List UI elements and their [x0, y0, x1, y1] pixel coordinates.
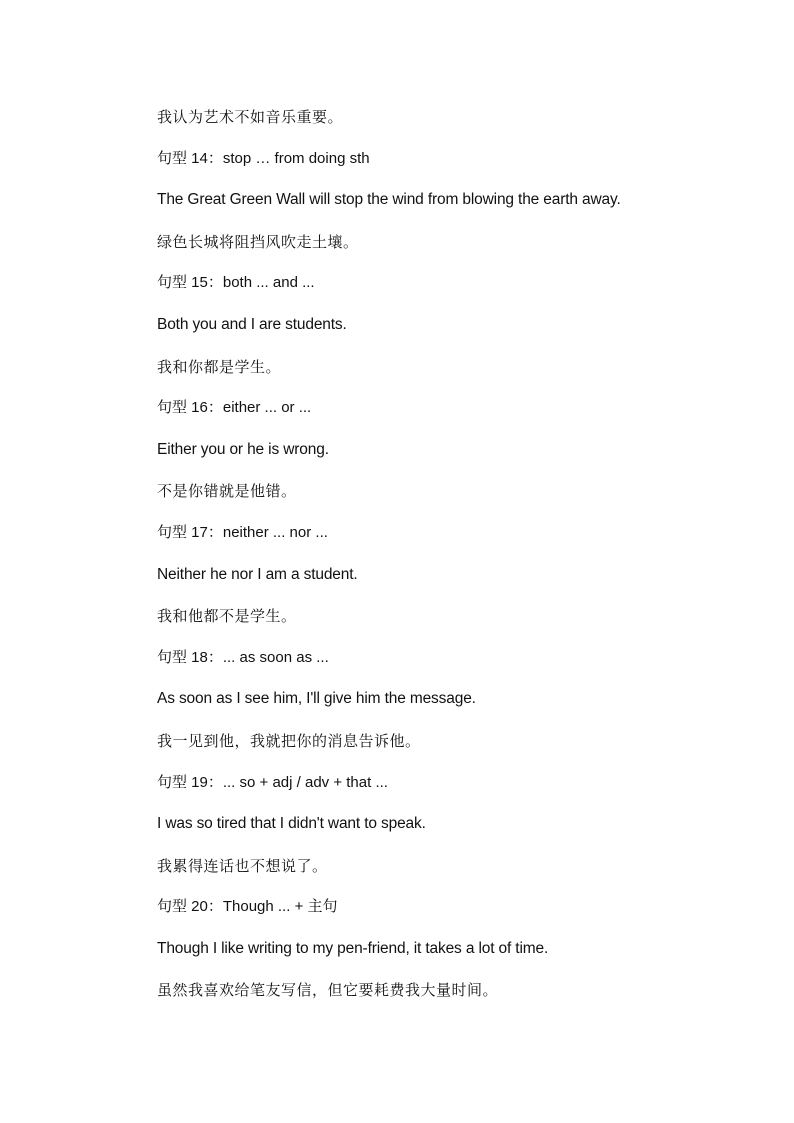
sentence-pattern-14: 句型 14：stop … from doing sth	[157, 149, 370, 167]
translation-line: 我和你都是学生。	[157, 357, 282, 376]
translation-line: 我一见到他，我就把你的消息告诉他。	[157, 731, 421, 750]
translation-line: 我累得连话也不想说了。	[157, 856, 328, 875]
translation-line: 我认为艺术不如音乐重要。	[157, 108, 344, 126]
example-sentence: The Great Green Wall will stop the wind from blowing the earth away.	[157, 191, 621, 209]
translation-line: 虽然我喜欢给笔友写信，但它要耗费我大量时间。	[157, 981, 499, 1000]
sentence-pattern-20: 句型 20：Though ... + 主句	[157, 898, 338, 916]
sentence-pattern-15: 句型 15：both ... and ...	[157, 274, 315, 292]
translation-line: 不是你错就是他错。	[157, 482, 297, 501]
sentence-pattern-17: 句型 17：neither ... nor ...	[157, 523, 328, 541]
example-sentence: Though I like writing to my pen-friend, it takes a lot of time.	[157, 939, 549, 957]
example-sentence: Both you and I are students.	[157, 315, 347, 333]
example-sentence: I was so tired that I didn't want to speak.	[157, 815, 426, 833]
example-sentence: As soon as I see him, I'll give him the message.	[157, 690, 476, 708]
translation-line: 绿色长城将阻挡风吹走土壤。	[157, 232, 359, 251]
sentence-pattern-18: 句型 18：... as soon as ...	[157, 648, 329, 666]
document-body	[157, 103, 757, 1018]
example-sentence: Neither he nor I am a student.	[157, 565, 358, 583]
example-sentence: Either you or he is wrong.	[157, 440, 329, 458]
sentence-pattern-16: 句型 16：either ... or ...	[157, 399, 312, 417]
translation-line: 我和他都不是学生。	[157, 607, 297, 626]
sentence-pattern-19: 句型 19：... so + adj / adv + that ...	[157, 773, 388, 791]
